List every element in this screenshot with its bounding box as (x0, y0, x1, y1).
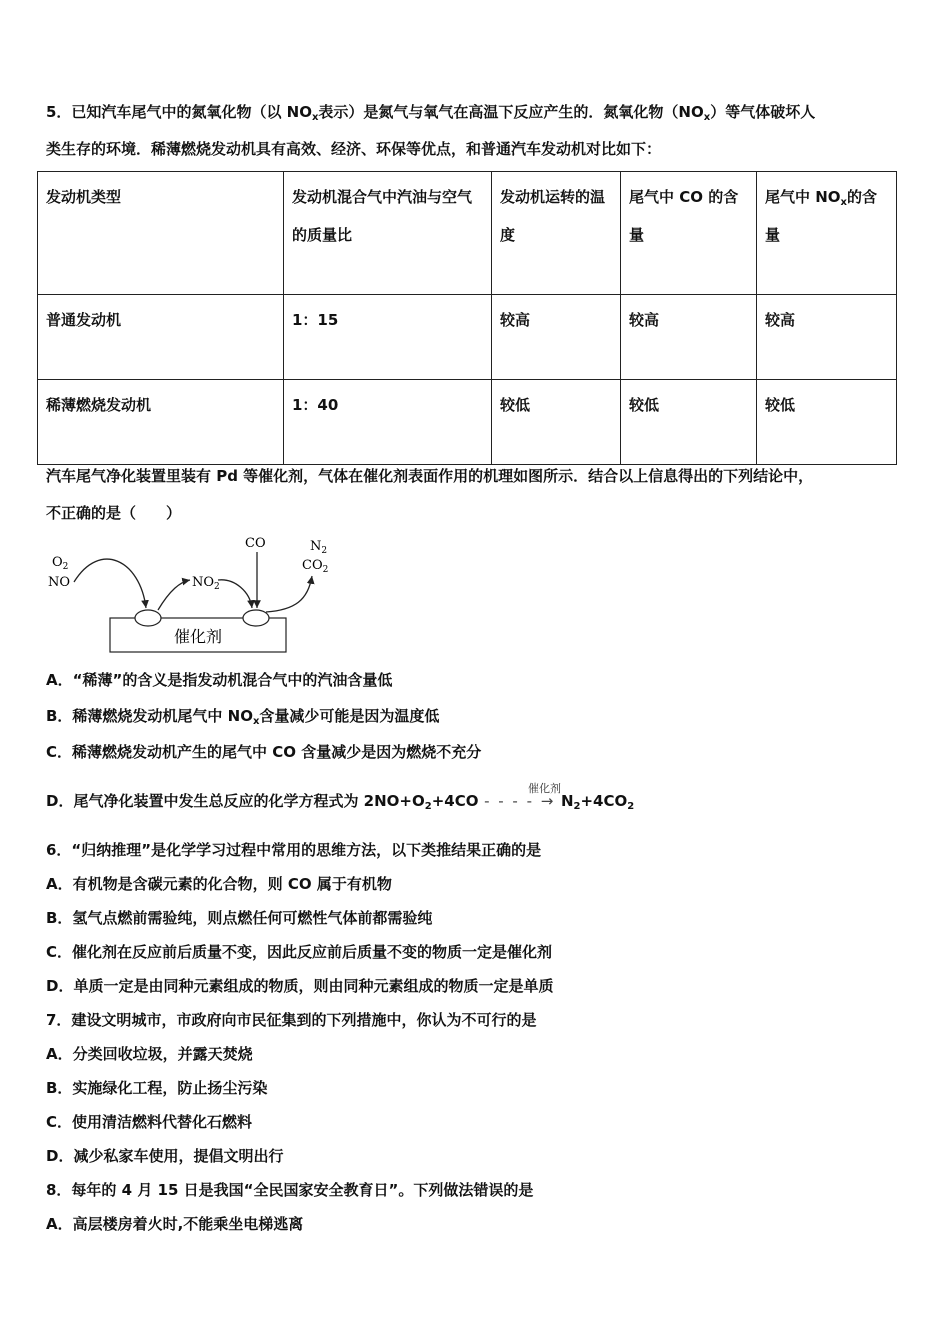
no-label: NO (48, 575, 71, 590)
q7-option-b: B．实施绿化工程，防止扬尘污染 (46, 1079, 268, 1097)
co-label: CO (245, 536, 266, 551)
q7-option-a: A．分类回收垃圾，并露天焚烧 (46, 1045, 253, 1063)
q5-context-line2: 不正确的是（ ） (46, 504, 182, 522)
q7-stem: 7．建设文明城市，市政府向市民征集到的下列措施中，你认为不可行的是 (46, 1011, 537, 1029)
catalyst-mechanism-diagram (40, 530, 340, 660)
reaction-arrow: - - - - → (484, 792, 556, 810)
q6-stem: 6．“归纳推理”是化学学习过程中常用的思维方法，以下类推结果正确的是 (46, 841, 542, 859)
catalyst-label: 催化剂 (173, 627, 223, 646)
table-header-cell: 尾气中 $NO_x$的含量 (757, 172, 897, 295)
table-header-row (38, 172, 897, 295)
table-cell: 稀薄燃烧发动机 (38, 380, 284, 465)
arrow-reactants-to-site1 (74, 559, 146, 608)
q5-option-a: A．“稀薄”的含义是指发动机混合气中的汽油含量低 (46, 671, 393, 689)
table-row (38, 380, 897, 465)
q5-stem-line1: 5．已知汽车尾气中的氮氧化物（以 $NO_x$表示）是氮气与氧气在高温下反应产生的．氮氧化物$(NO_x)$等气体破坏人 (46, 103, 816, 123)
reaction-condition-label: 催化剂 (528, 782, 561, 795)
q5-context-line1: 汽车尾气净化装置里装有 Pd 等催化剂，气体在催化剂表面作用的机理如图所示．结合以上信息得出的下列结论中， (46, 467, 814, 485)
co2-label: $CO_2$ (302, 558, 329, 575)
arrow-to-products (266, 576, 312, 612)
arrow-no2-to-site2 (218, 580, 252, 608)
q6-option-d: D．单质一定是由同种元素组成的物质，则由同种元素组成的物质一定是单质 (46, 977, 554, 995)
engine-comparison-table (37, 171, 897, 465)
table-header-cell: 尾气中 CO 的含量 (621, 172, 757, 295)
no2-label: $NO_2$ (192, 575, 220, 592)
q6-option-a: A．有机物是含碳元素的化合物，则 CO 属于有机物 (46, 875, 392, 893)
q6-option-b: B．氢气点燃前需验纯，则点燃任何可燃性气体前都需验纯 (46, 909, 433, 927)
table-header-cell: 发动机运转的温度 (492, 172, 621, 295)
adsorption-site-2 (243, 610, 269, 626)
q6-option-c: C．催化剂在反应前后质量不变，因此反应前后质量不变的物质一定是催化剂 (46, 943, 553, 961)
table-row (38, 295, 897, 380)
q7-option-c: C．使用清洁燃料代替化石燃料 (46, 1113, 253, 1131)
table-header-cell: 发动机类型 (38, 172, 284, 295)
table-cell: 较高 (492, 295, 621, 380)
adsorption-site-1 (135, 610, 161, 626)
table-cell: 较高 (757, 295, 897, 380)
o2-label: $O_2$ (52, 555, 69, 572)
n2-label: $N_2$ (310, 539, 328, 556)
table-cell: 较低 (492, 380, 621, 465)
table-cell: 1：40 (284, 380, 492, 465)
q7-option-d: D．减少私家车使用，提倡文明出行 (46, 1147, 284, 1165)
q5-option-b: B．稀薄燃烧发动机尾气中 $NO_x$含量减少可能是因为温度低 (46, 707, 440, 727)
q5-option-d: D．尾气净化装置中发生总反应的化学方程式为 $2NO+O_2+4CO$ - - - - → $N_2+4CO_2$ (46, 792, 635, 812)
table-cell: 较高 (621, 295, 757, 380)
table-cell: 普通发动机 (38, 295, 284, 380)
arrow-to-no2 (158, 580, 190, 610)
q5-option-c: C．稀薄燃烧发动机产生的尾气中 CO 含量减少是因为燃烧不充分 (46, 743, 482, 761)
table-cell: 1：15 (284, 295, 492, 380)
q8-stem: 8．每年的 4 月 15 日是我国“全民国家安全教育日”。下列做法错误的是 (46, 1181, 534, 1199)
table-cell: 较低 (757, 380, 897, 465)
table-cell: 较低 (621, 380, 757, 465)
q8-option-a: A．高层楼房着火时,不能乘坐电梯逃离 (46, 1215, 304, 1233)
table-header-cell: 发动机混合气中汽油与空气的质量比 (284, 172, 492, 295)
q5-stem-line2: 类生存的环境．稀薄燃烧发动机具有高效、经济、环保等优点，和普通汽车发动机对比如下： (46, 140, 662, 158)
